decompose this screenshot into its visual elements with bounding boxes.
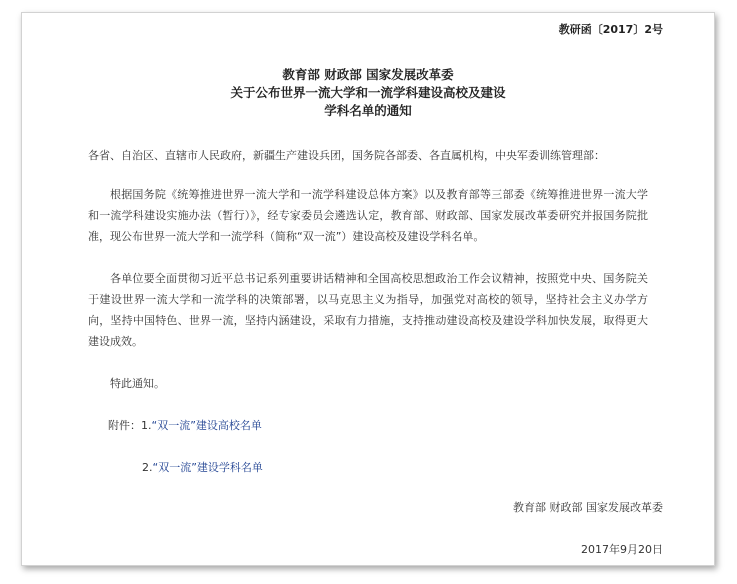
document-title-line2: 学科名单的通知 <box>324 103 412 118</box>
signers: 教育部 财政部 国家发展改革委 <box>513 501 663 514</box>
document-title-line1: 关于公布世界一流大学和一流学科建设高校及建设 <box>230 85 506 100</box>
attachment-2 <box>142 457 263 478</box>
issue-date: 2017年9月20日 <box>581 543 663 556</box>
issuers-heading: 教育部 财政部 国家发展改革委 <box>282 67 454 82</box>
attachment-prefix: 附件：1. <box>108 419 152 432</box>
paragraph-1: 根据国务院《统筹推进世界一流大学和一流学科建设总体方案》以及教育部等三部委《统筹推进世界一流大学和一流学科建设实施办法（暂行）》，经专家委员会遴选认定，教育部、财政部、国家发展改革委研究并报国务院批准，现公布世界一流大学和一流学科（简称“双一流”）建设高校及建设学科名单。 <box>88 188 648 243</box>
document-number: 教研函〔2017〕2号 <box>558 23 663 36</box>
document-page <box>21 12 715 566</box>
attachment-1 <box>108 415 262 436</box>
salutation: 各省、自治区、直辖市人民政府，新疆生产建设兵团，国务院各部委、各直属机构，中央军委训练管理部： <box>88 149 605 162</box>
paragraph-2: 各单位要全面贯彻习近平总书记系列重要讲话精神和全国高校思想政治工作会议精神，按照党中央、国务院关于建设世界一流大学和一流学科的决策部署，以马克思主义为指导，加强党对高校的领导，坚持社会主义办学方向，坚持中国特色、世界一流，坚持内涵建设，采取有力措施，支持推动建设高校及建设学科加快发展，取得更大建设成效。 <box>88 272 648 348</box>
attachment-1-link[interactable]: “双一流”建设高校名单 <box>151 419 262 432</box>
attachment-2-prefix: 2. <box>142 461 153 474</box>
attachment-2-link[interactable]: “双一流”建设学科名单 <box>152 461 263 474</box>
closing-remark: 特此通知。 <box>110 377 165 390</box>
